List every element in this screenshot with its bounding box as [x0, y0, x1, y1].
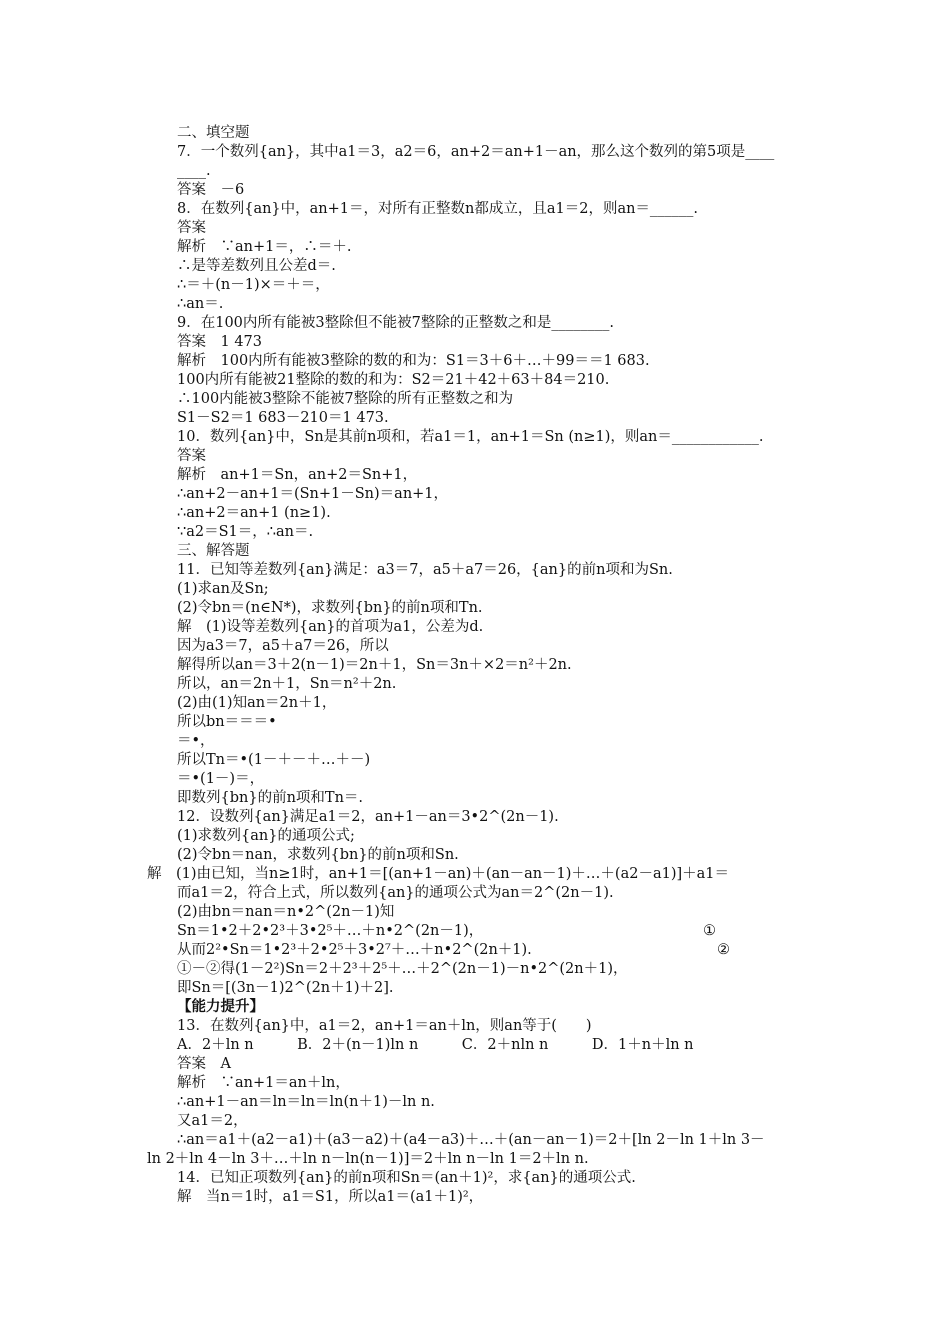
text-line: (2)令bn＝nan，求数列{bn}的前n项和Sn.	[177, 847, 459, 863]
text-line: ln 2＋ln 4－ln 3＋…＋ln n－ln(n－1)]＝2＋ln n－ln 1＝2＋ln n.	[147, 1151, 589, 1167]
text-line: 10．数列{an}中，Sn是其前n项和，若a1＝1，an+1＝Sn (n≥1)，则an＝____________.	[177, 429, 764, 445]
text-line: 8．在数列{an}中，an+1＝，对所有正整数n都成立，且a1＝2，则an＝______.	[177, 201, 699, 217]
text-line: ∵a2＝S1＝，∴an＝.	[177, 524, 314, 540]
text-line: 14．已知正项数列{an}的前n项和Sn＝(an＋1)²，求{an}的通项公式.	[177, 1170, 636, 1186]
text-line: 解 (1)由已知，当n≥1时，an+1＝[(an+1－an)＋(an－an－1)＋…＋(a2－a1)]＋a1＝	[147, 866, 730, 882]
equation-marker-1: ①	[703, 923, 716, 939]
text-line: ____.	[177, 163, 211, 179]
text-line: (1)求数列{an}的通项公式;	[177, 828, 355, 844]
text-line: A．2＋ln n B．2＋(n－1)ln n C．2＋nln n D．1＋n＋ln n	[177, 1037, 694, 1053]
text-line: 解析 ∵an+1＝，∴＝＋.	[177, 239, 352, 255]
text-line: ＝•(1－)＝，	[177, 771, 265, 787]
text-line: ＝•，	[177, 733, 215, 749]
text-line: (1)求an及Sn;	[177, 581, 269, 597]
text-line: ∴an＝.	[177, 296, 224, 312]
text-line: ∴是等差数列且公差d＝.	[177, 258, 336, 274]
text-line: ①－②得(1－2²)Sn＝2＋2³＋2⁵＋…＋2^(2n－1)－n•2^(2n＋1)，	[177, 961, 628, 977]
text-line: 答案	[177, 448, 206, 464]
text-line: ∴an+1－an＝ln＝ln＝ln(n＋1)－ln n.	[177, 1094, 435, 1110]
text-line: 解得所以an＝3＋2(n－1)＝2n＋1，Sn＝3n＋×2＝n²＋2n.	[177, 657, 572, 673]
text-line: 9．在100内所有能被3整除但不能被7整除的正整数之和是________.	[177, 315, 614, 331]
text-line: 所以Tn＝•(1－＋－＋…＋－)	[177, 752, 371, 768]
text-line: ∴＝＋(n－1)×＝＋＝，	[177, 277, 330, 293]
text-line: 解 (1)设等差数列{an}的首项为a1，公差为d.	[177, 619, 484, 635]
text-line: 解析 ∵an+1＝an＋ln，	[177, 1075, 350, 1091]
text-line: 从而2²•Sn＝1•2³＋2•2⁵＋3•2⁷＋…＋n•2^(2n＋1).	[177, 942, 532, 958]
text-line: Sn＝1•2＋2•2³＋3•2⁵＋…＋n•2^(2n－1)，	[177, 923, 484, 939]
equation-marker-2: ②	[717, 942, 730, 958]
text-line: 答案	[177, 220, 206, 236]
text-line: 11．已知等差数列{an}满足：a3＝7，a5＋a7＝26，{an}的前n项和为Sn.	[177, 562, 673, 578]
text-line: 即数列{bn}的前n项和Tn＝.	[177, 790, 364, 806]
text-line: 13．在数列{an}中，a1＝2，an+1＝an＋ln，则an等于( )	[177, 1018, 592, 1034]
text-line: 所以，an＝2n＋1，Sn＝n²＋2n.	[177, 676, 397, 692]
text-line: 三、解答题	[177, 543, 250, 559]
text-line: ∴an+2＝an+1 (n≥1).	[177, 505, 331, 521]
text-line: S1－S2＝1 683－210＝1 473.	[177, 410, 389, 426]
text-line: 答案 －6	[177, 182, 245, 198]
text-line: (2)令bn＝(n∈N*)，求数列{bn}的前n项和Tn.	[177, 600, 483, 616]
text-line: 即Sn＝[(3n－1)2^(2n＋1)＋2].	[177, 980, 394, 996]
text-line: 因为a3＝7，a5＋a7＝26，所以	[177, 638, 389, 654]
text-line: 二、填空题	[177, 125, 250, 141]
text-line: 12．设数列{an}满足a1＝2，an+1－an＝3•2^(2n－1).	[177, 809, 559, 825]
text-line: 而a1＝2，符合上式，所以数列{an}的通项公式为an＝2^(2n－1).	[177, 885, 614, 901]
text-line: 又a1＝2，	[177, 1113, 248, 1129]
text-line: 100内所有能被21整除的数的和为：S2＝21＋42＋63＋84＝210.	[177, 372, 610, 388]
text-line: 解析 an+1＝Sn，an+2＝Sn+1，	[177, 467, 418, 483]
text-line: 所以bn＝＝＝•	[177, 714, 277, 730]
text-line: ∴100内能被3整除不能被7整除的所有正整数之和为	[177, 391, 514, 407]
text-line: 解析 100内所有能被3整除的数的和为：S1＝3＋6＋…＋99＝＝1 683.	[177, 353, 650, 369]
text-line: 解 当n＝1时，a1＝S1，所以a1＝(a1＋1)²，	[177, 1189, 484, 1205]
text-line: ∴an＝a1＋(a2－a1)＋(a3－a2)＋(a4－a3)＋…＋(an－an－1)＝2＋[ln 2－ln 1＋ln 3－	[177, 1132, 765, 1148]
text-line: 答案 1 473	[177, 334, 263, 350]
text-line: (2)由bn＝nan＝n•2^(2n－1)知	[177, 904, 395, 920]
text-line: ∴an+2－an+1＝(Sn+1－Sn)＝an+1，	[177, 486, 449, 502]
text-line: (2)由(1)知an＝2n＋1，	[177, 695, 337, 711]
text-line: 答案 A	[177, 1056, 231, 1072]
text-line: 7．一个数列{an}，其中a1＝3，a2＝6，an+2＝an+1－an，那么这个数列的第5项是____	[177, 144, 775, 160]
section-heading: 【能力提升】	[177, 998, 264, 1015]
